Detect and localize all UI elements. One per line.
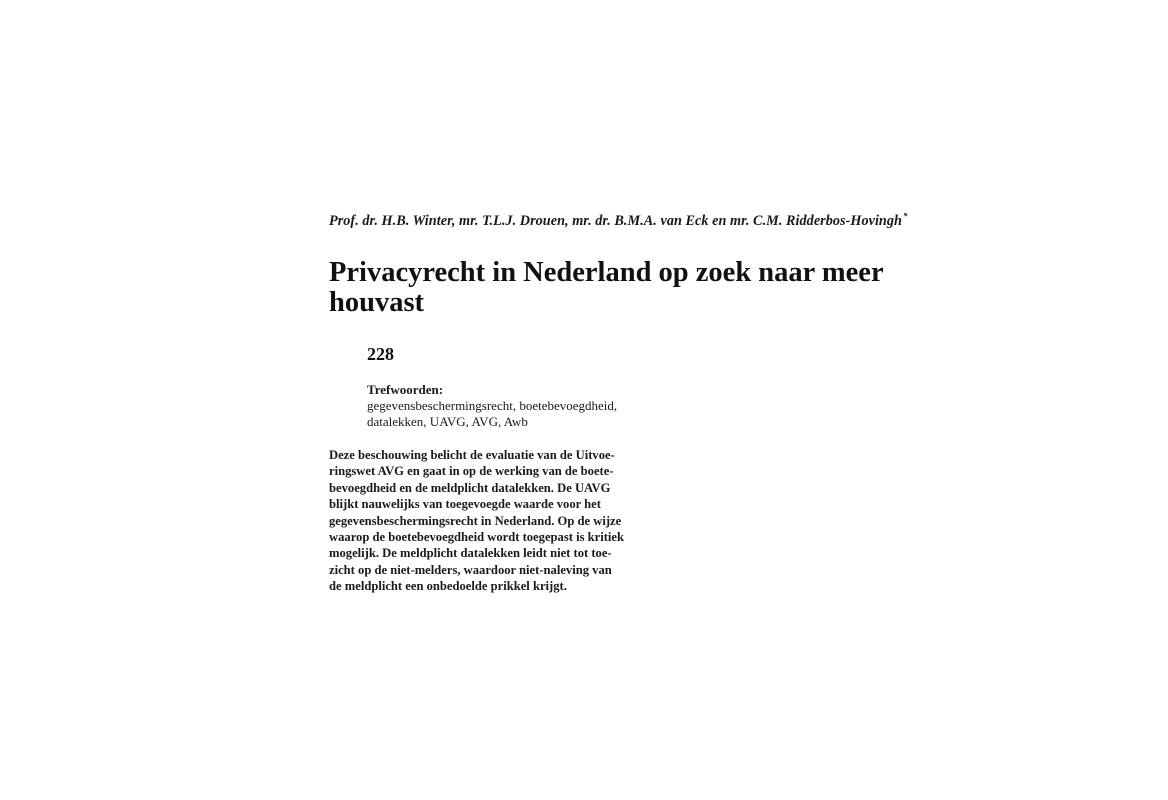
article-title [329, 258, 949, 318]
abstract [329, 447, 624, 595]
keywords-line: datalekken, UAVG, AVG, Awb [367, 414, 528, 429]
abstract-line: Deze beschouwing belicht de evaluatie van de Uitvoe- [329, 448, 615, 462]
abstract-line: mogelijk. De meldplicht datalekken leidt niet tot toe- [329, 546, 612, 561]
abstract-line: zicht op de niet-melders, waardoor niet-naleving van [329, 562, 612, 577]
keywords-line: gegevensbeschermingsrecht, boetebevoegdheid, [367, 398, 618, 413]
abstract-line: bevoegdheid en de meldplicht datalekken. De UAVG [329, 480, 611, 495]
abstract-line: ringswet AVG en gaat in op de werking van de boete- [329, 464, 614, 479]
footnote-marker[interactable]: * [902, 211, 908, 221]
abstract-line: de meldplicht een onbedoelde prikkel krijgt. [329, 579, 567, 594]
abstract-line: blijkt nauwelijks van toegevoegde waarde voor het [329, 497, 601, 512]
authors-text: Prof. dr. H.B. Winter, mr. T.L.J. Drouen, mr. dr. B.M.A. van Eck en mr. C.M. Ridderbos-Hovingh [329, 213, 902, 229]
abstract-line: waarop de boetebevoegdheid wordt toegepast is kritiek [329, 530, 625, 545]
title-line: houvast [329, 287, 425, 318]
keywords-label: Trefwoorden: [367, 382, 444, 397]
keywords-block [367, 382, 617, 430]
authors-line [329, 211, 908, 230]
title-line: Privacyrecht in Nederland op zoek naar meer [329, 257, 884, 288]
article-number: 228 [367, 344, 394, 364]
abstract-line: gegevensbeschermingsrecht in Nederland. Op de wijze [329, 513, 622, 528]
